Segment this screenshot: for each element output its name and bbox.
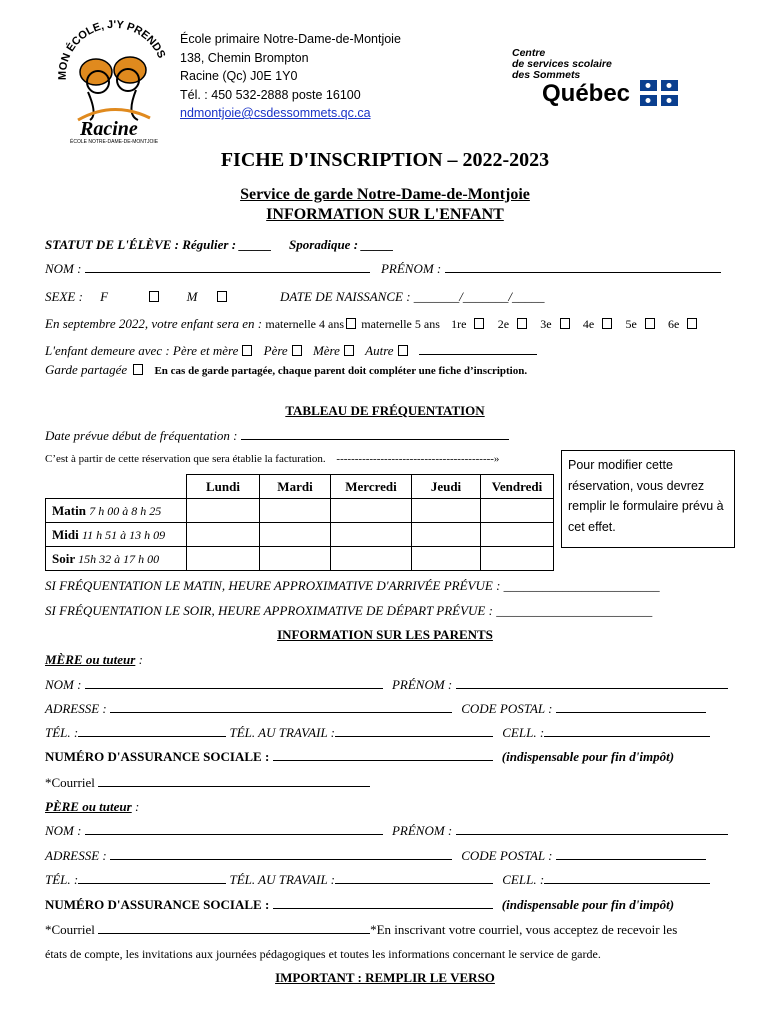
address-line: École primaire Notre-Dame-de-Montjoie [180,32,401,46]
pere-nas-row: NUMÉRO D'ASSURANCE SOCIALE : (indispensable pour fin d'impôt) [45,897,675,912]
child-nom-field[interactable] [85,262,370,273]
mere-title-row: MÈRE ou tuteur : [45,652,143,667]
child-nom-row: NOM : PRÉNOM : [45,261,721,277]
statut-label: STATUT DE L'ÉLÈVE : Régulier : _____ Sporadique : _____ [45,237,394,252]
day-header: Mardi [260,475,331,499]
mere-cell-field[interactable] [544,726,710,737]
demeure-row: L'enfant demeure avec : Père et mère Père Mère Autre [45,343,537,359]
pere-courriel-field[interactable] [98,923,370,934]
school-email-link[interactable]: ndmontjoie@csdessommets.qc.ca [180,106,371,120]
demeure-mere-checkbox[interactable] [344,345,354,356]
freq-cell[interactable] [412,499,481,523]
freq-cell[interactable] [481,499,554,523]
demeure-pere-mere-checkbox[interactable] [242,345,252,356]
day-header: Vendredi [481,475,554,499]
mere-courriel-row: *Courriel [45,775,370,791]
day-header: Jeudi [412,475,481,499]
quebec-wordmark: Québec [542,80,631,107]
freq-date-row: Date prévue début de fréquentation : [45,428,509,444]
grade-3-checkbox[interactable] [560,318,570,329]
service-title: Service de garde Notre-Dame-de-Montjoie [240,186,530,203]
pere-nom-row: NOM : PRÉNOM : [45,823,728,839]
footer-important: IMPORTANT : REMPLIR LE VERSO [275,970,495,985]
freq-date-field[interactable] [241,429,509,440]
pere-courriel-row: *Courriel *En inscrivant votre courriel, vous acceptez de recevoir les [45,922,678,937]
freq-header-row [46,475,554,499]
modification-note: Pour modifier cette réservation, vous devrez remplir le formulaire prévu à cet effet. [561,450,735,548]
freq-cell[interactable] [187,547,260,571]
freq-cell[interactable] [331,523,412,547]
school-logo [58,20,168,145]
school-address [180,30,401,123]
logo-caption: ÉCOLE NOTRE-DAME-DE-MONTJOIE [70,139,159,145]
freq-cell[interactable] [187,523,260,547]
table-row: Midi 11 h 51 à 13 h 09 [46,523,554,547]
pere-tel-travail-field[interactable] [335,873,493,884]
fleurdelise-flag-icon [640,80,678,106]
freq-cell[interactable] [260,547,331,571]
mere-adresse-field[interactable] [110,702,452,713]
grade-mat4-checkbox[interactable] [346,318,356,329]
mere-prenom-field[interactable] [456,678,728,689]
matin-arrival-question: SI FRÉQUENTATION LE MATIN, HEURE APPROXIMATIVE D'ARRIVÉE PRÉVUE : ________________________ [45,578,660,593]
sexe-m-checkbox[interactable] [217,291,227,302]
freq-cell[interactable] [331,499,412,523]
garde-row: Garde partagée En cas de garde partagée, chaque parent doit compléter une fiche d’inscription. [45,362,528,377]
grade-6-checkbox[interactable] [687,318,697,329]
freq-cell[interactable] [260,499,331,523]
parents-title: INFORMATION SUR LES PARENTS [277,627,493,642]
day-header: Lundi [187,475,260,499]
freq-cell[interactable] [187,499,260,523]
address-line: Racine (Qc) J0E 1Y0 [180,69,298,83]
pere-tel-field[interactable] [78,873,226,884]
grade-5-checkbox[interactable] [645,318,655,329]
freq-cell[interactable] [481,523,554,547]
grade-row: En septembre 2022, votre enfant sera en : maternelle 4 ans maternelle 5 ans 1re 2e 3e 4e 5e 6e [45,316,699,332]
quebec-logo [508,48,683,118]
page-title: FICHE D'INSCRIPTION – 2022-2023 [220,149,550,171]
freq-table [45,474,554,571]
sexe-f-checkbox[interactable] [149,291,159,302]
freq-cell[interactable] [331,547,412,571]
freq-cell[interactable] [481,547,554,571]
mere-nas-row: NUMÉRO D'ASSURANCE SOCIALE : (indispensable pour fin d'impôt) [45,749,675,764]
address-line: Tél. : 450 532-2888 poste 16100 [180,87,361,102]
soir-departure-question: SI FRÉQUENTATION LE SOIR, HEURE APPROXIMATIVE DE DÉPART PRÉVUE : ________________________ [45,603,653,618]
mere-tel-travail-field[interactable] [335,726,493,737]
pere-tel-row: TÉL. : TÉL. AU TRAVAIL : CELL. : [45,872,710,888]
grade-1-checkbox[interactable] [474,318,484,329]
courriel-note-continued: états de compte, les invitations aux journées pédagogiques et toutes les informations concernant le service de garde. [45,947,601,961]
facturation-row: C’est à partir de cette réservation que sera établie la facturation. -------------------------------------------» [45,453,500,465]
logo-right-line: de services scolaire [512,58,612,70]
freq-cell[interactable] [412,523,481,547]
mere-nas-field[interactable] [273,750,493,761]
pere-adresse-field[interactable] [110,849,452,860]
mere-adresse-row: ADRESSE : CODE POSTAL : [45,701,706,717]
mere-courriel-field[interactable] [98,776,370,787]
mere-tel-field[interactable] [78,726,226,737]
address-line: 138, Chemin Brompton [180,50,309,65]
logo-right-line: des Sommets [512,69,581,81]
demeure-pere-checkbox[interactable] [292,345,302,356]
grade-2-checkbox[interactable] [517,318,527,329]
pere-code-postal-field[interactable] [556,849,706,860]
mere-nom-row: NOM : PRÉNOM : [45,677,728,693]
freq-title: TABLEAU DE FRÉQUENTATION [285,403,485,418]
logo-right-line: Centre [512,47,546,59]
demeure-autre-checkbox[interactable] [398,345,408,356]
garde-partagee-checkbox[interactable] [133,364,143,375]
day-header: Mercredi [331,475,412,499]
grade-4-checkbox[interactable] [602,318,612,329]
freq-cell[interactable] [412,547,481,571]
table-row: Matin 7 h 00 à 8 h 25 [46,499,554,523]
logo-arc-text: ON ÉCOLE, J'Y PRENDS [58,20,168,72]
pere-prenom-field[interactable] [456,824,728,835]
mere-tel-row: TÉL. : TÉL. AU TRAVAIL : CELL. : [45,725,710,741]
child-sexe-row: SEXE : F M DATE DE NAISSANCE : _______/_______/_____ [45,289,545,304]
table-row: Soir 15h 32 à 17 h 00 [46,547,554,571]
child-prenom-field[interactable] [445,262,721,273]
freq-cell[interactable] [260,523,331,547]
pere-adresse-row: ADRESSE : CODE POSTAL : [45,848,706,864]
pere-nas-field[interactable] [273,898,493,909]
demeure-autre-field[interactable] [419,344,537,355]
pere-cell-field[interactable] [544,873,710,884]
mere-code-postal-field[interactable] [556,702,706,713]
logo-racine-text: Racine [80,118,138,140]
pere-nom-field[interactable] [85,824,383,835]
section-child-title: INFORMATION SUR L'ENFANT [266,206,504,223]
pere-title-row: PÈRE ou tuteur : [45,799,140,814]
mere-nom-field[interactable] [85,678,383,689]
